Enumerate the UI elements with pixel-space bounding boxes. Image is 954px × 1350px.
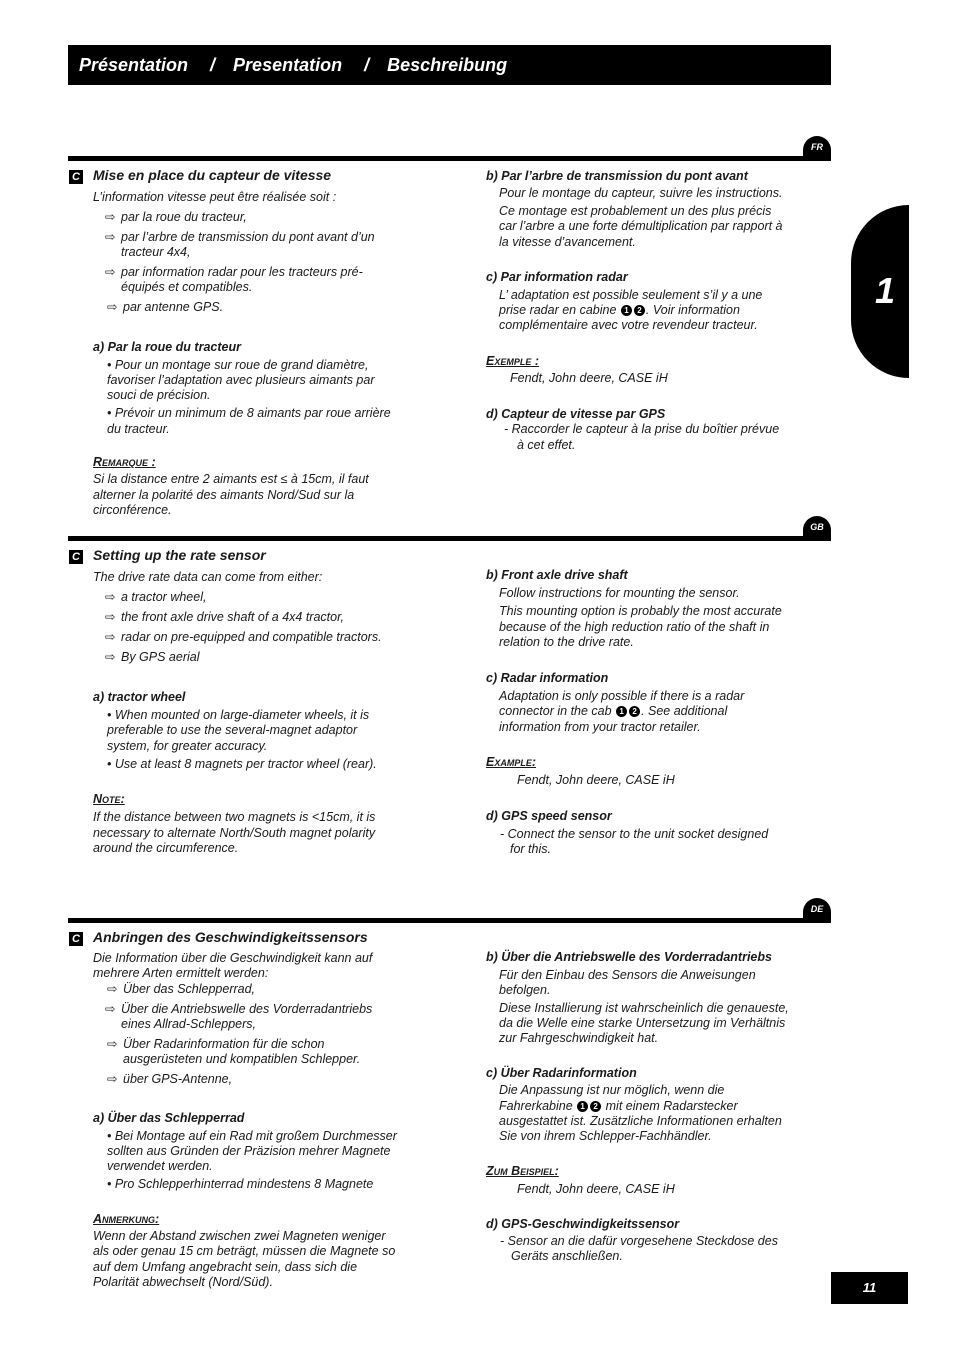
text-line: zur Fahrgeschwindigkeit hat. [499,1031,659,1045]
text-line: Adaptation is only possible if there is a radar [499,689,745,703]
text-line: prise radar en cabine 1 2 . Voir information [499,303,740,317]
arrow-icon: ⇨ [107,1037,118,1051]
text-line: tracteur 4x4, [121,245,191,259]
text-line: L’information vitesse peut être réalisée soit : [93,190,337,204]
text-line: relation to the drive rate. [499,635,634,649]
text-line: souci de précision. [107,388,211,402]
text-line: Pour le montage du capteur, suivre les instructions. [499,186,783,200]
subsection-title: a) Über das Schlepperrad [93,1111,245,1125]
list-item: ⇨ a tractor wheel, [105,590,207,604]
text-line: The drive rate data can come from either: [93,570,323,584]
section-title: Mise en place du capteur de vitesse [93,167,332,183]
section-title: Setting up the rate sensor [93,547,266,563]
text-line: because of the high reduction ratio of the shaft in [499,620,770,634]
text-line: à cet effet. [517,438,576,452]
page-header [68,45,831,85]
text-line: Fendt, John deere, CASE iH [517,1182,675,1196]
connector-1-icon: 1 [616,706,627,717]
text-line: • Prévoir un minimum de 8 aimants par roue arrière [107,406,391,420]
example-title: Exemple : [486,354,539,368]
text-line: mehrere Arten ermittelt werden: [93,966,269,980]
text-line: Fahrerkabine 1 2 mit einem Radarstecker [499,1099,738,1113]
connector-1-icon: 1 [621,305,632,316]
section-rule [68,156,831,161]
page-number: 11 [831,1272,908,1304]
connector-1-icon: 1 [577,1101,588,1112]
section-marker: C [69,170,83,184]
text-line: car l’arbre a une forte démultiplication par rapport à [499,219,783,233]
chapter-tab [851,205,909,378]
arrow-icon: ⇨ [105,630,116,644]
note-title: Anmerkung: [93,1212,160,1226]
list-item: ⇨ über GPS-Antenne, [107,1072,233,1086]
subsection-title: c) Über Radarinformation [486,1066,637,1080]
arrow-icon: ⇨ [105,650,116,664]
arrow-icon: ⇨ [105,230,116,244]
text-line: eines Allrad-Schleppers, [121,1017,257,1031]
text-line: Die Information über die Geschwindigkeit kann auf [93,951,373,965]
list-item: ⇨ Über die Antriebswelle des Vorderradantriebs [105,1002,373,1016]
list-item: ⇨ par antenne GPS. [107,300,224,314]
arrow-icon: ⇨ [107,982,118,996]
header-title-de: Beschreibung [387,55,508,75]
language-tab-fr: FR [803,136,831,158]
list-item: ⇨ By GPS aerial [105,650,200,664]
text-line: complémentaire avec votre revendeur tracteur. [499,318,758,332]
text-line: system, for greater accuracy. [107,739,268,753]
text-line: • Pro Schlepperhinterrad mindestens 8 Magnete [107,1177,374,1191]
text-line: • Pour un montage sur roue de grand diamètre, [107,358,369,372]
list-item: ⇨ par information radar pour les tracteurs pré- [105,265,363,279]
example-title: Zum Beispiel: [486,1164,559,1178]
text-line: Die Anpassung ist nur möglich, wenn die [499,1083,725,1097]
arrow-icon: ⇨ [105,1002,116,1016]
list-item: ⇨ Über Radarinformation für die schon [107,1037,325,1051]
arrow-icon: ⇨ [105,210,116,224]
text-line: ausgestattet ist. Zusätzliche Informationen erhalten [499,1114,782,1128]
subsection-title: c) Radar information [486,671,609,685]
text-line: als oder genau 15 cm beträgt, müssen die Magnete so [93,1244,396,1258]
text-line: Wenn der Abstand zwischen zwei Magneten weniger [93,1229,386,1243]
subsection-title: d) GPS-Geschwindigkeitssensor [486,1217,680,1231]
arrow-icon: ⇨ [107,300,118,314]
text-line: Follow instructions for mounting the sensor. [499,586,740,600]
text-line: Diese Installierung ist wahrscheinlich die genaueste, [499,1001,789,1015]
chapter-number: 1 [875,270,896,311]
arrow-icon: ⇨ [105,610,116,624]
text-line: auf dem Umfang angebracht sein, dass sich die [93,1260,358,1274]
text-line: preferable to use the several-magnet adaptor [107,723,358,737]
list-item: ⇨ the front axle drive shaft of a 4x4 tractor, [105,610,345,624]
text-line: alterner la polarité des aimants Nord/Sud sur la [93,488,355,502]
text-line: la vitesse d’avancement. [499,235,636,249]
header-title-en: Presentation [233,55,343,75]
subsection-title: d) GPS speed sensor [486,809,612,823]
text-line: L’ adaptation est possible seulement s’il y a une [499,288,763,302]
text-line: Si la distance entre 2 aimants est ≤ à 15cm, il faut [93,472,369,486]
subsection-title: b) Über die Antriebswelle des Vorderradantriebs [486,950,772,964]
arrow-icon: ⇨ [105,265,116,279]
text-line: équipés et compatibles. [121,280,253,294]
text-line: befolgen. [499,983,551,997]
text-line: sollten aus Gründen der Präzision mehrer Magnete [107,1144,391,1158]
text-line: If the distance between two magnets is <15cm, it is [93,810,376,824]
text-line: information from your tractor retailer. [499,720,701,734]
list-item: ⇨ par l’arbre de transmission du pont avant d’un [105,230,375,244]
connector-2-icon: 2 [634,305,645,316]
text-line: necessary to alternate North/South magnet polarity [93,826,376,840]
text-line: Polarität abwechselt (Nord/Süd). [93,1275,273,1289]
text-line: ausgerüsteten und kompatiblen Schlepper. [123,1052,361,1066]
text-line: • Use at least 8 magnets per tractor wheel (rear). [107,757,377,771]
section-marker: C [69,550,83,564]
text-line: Für den Einbau des Sensors die Anweisungen [499,968,756,982]
text-line: - Connect the sensor to the unit socket designed [500,827,769,841]
text-line: This mounting option is probably the most accurate [499,604,782,618]
subsection-title: b) Front axle drive shaft [486,568,628,582]
example-title: Example: [486,755,537,769]
text-line: verwendet werden. [107,1159,213,1173]
text-line: Ce montage est probablement un des plus précis [499,204,772,218]
language-tab-de: DE [803,898,831,920]
text-line: • Bei Montage auf ein Rad mit großem Durchmesser [107,1129,397,1143]
text-line: connector in the cab 1 2 . See additional [499,704,728,718]
text-line: • When mounted on large-diameter wheels, it is [107,708,370,722]
text-line: circonférence. [93,503,172,517]
subsection-title: a) Par la roue du tracteur [93,340,241,354]
section-rule [68,536,831,541]
language-tab-gb: GB [803,516,831,538]
arrow-icon: ⇨ [105,590,116,604]
subsection-title: d) Capteur de vitesse par GPS [486,407,666,421]
note-title: Note: [93,792,125,806]
header-separator: / [210,55,216,75]
text-line: Fendt, John deere, CASE iH [510,371,668,385]
text-line: Sie von ihrem Schlepper-Fachhändler. [499,1129,712,1143]
text-line: du tracteur. [107,422,170,436]
text-line: for this. [510,842,551,856]
section-rule [68,918,831,923]
list-item: ⇨ par la roue du tracteur, [105,210,247,224]
text-line: - Sensor an die dafür vorgesehene Steckdose des [500,1234,778,1248]
header-separator: / [364,55,370,75]
text-line: - Raccorder le capteur à la prise du boîtier prévue [504,422,780,436]
text-line: Geräts anschließen. [511,1249,623,1263]
subsection-title: b) Par l’arbre de transmission du pont avant [486,169,748,183]
list-item: ⇨ radar on pre-equipped and compatible tractors. [105,630,382,644]
text-line: Fendt, John deere, CASE iH [517,773,675,787]
connector-2-icon: 2 [590,1101,601,1112]
header-title-fr: Présentation [79,55,189,75]
section-marker: C [69,932,83,946]
section-title: Anbringen des Geschwindigkeitssensors [93,929,368,945]
text-line: favoriser l’adaptation avec plusieurs aimants par [107,373,375,387]
text-line: around the circumference. [93,841,239,855]
remark-title: Remarque : [93,455,156,469]
subsection-title: c) Par information radar [486,270,628,284]
text-line: da die Welle eine starke Untersetzung im Verhältnis [499,1016,786,1030]
arrow-icon: ⇨ [107,1072,118,1086]
list-item: ⇨ Über das Schlepperrad, [107,982,256,996]
connector-2-icon: 2 [629,706,640,717]
subsection-title: a) tractor wheel [93,690,186,704]
